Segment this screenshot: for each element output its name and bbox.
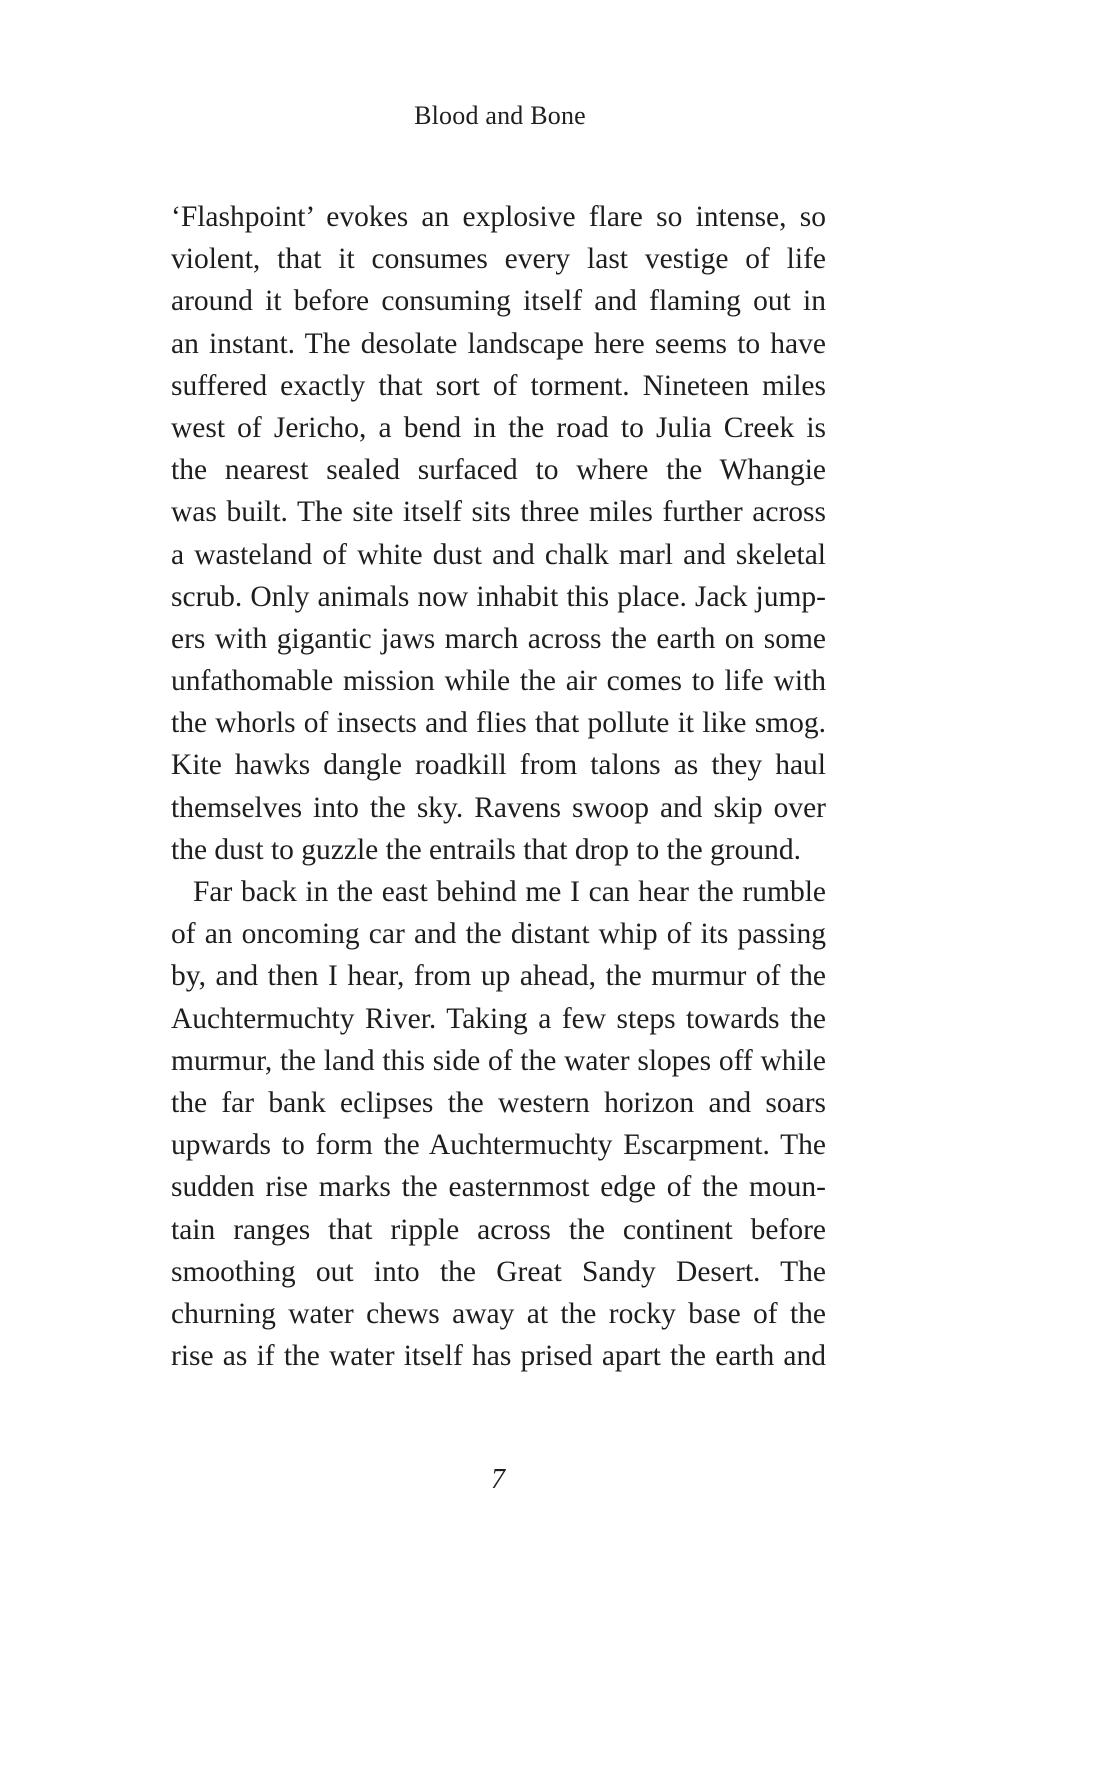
text-line: Kite hawks dangle roadkill from talons as they haul xyxy=(171,749,826,782)
text-line: ers with gigantic jaws march across the earth on some xyxy=(171,622,826,655)
text-line: Auchtermuchty River. Taking a few steps towards the xyxy=(171,1002,826,1035)
text-line: ‘Flashpoint’ evokes an explosive flare so intense, so xyxy=(171,201,826,233)
text-line: the dust to guzzle the entrails that drop to the ground. xyxy=(171,833,802,866)
text-line: sudden rise marks the easternmost edge of the moun- xyxy=(171,1171,826,1204)
text-line: churning water chews away at the rocky base of the xyxy=(171,1297,826,1330)
text-line: the nearest sealed surfaced to where the Whangie xyxy=(171,454,826,487)
text-line: an instant. The desolate landscape here seems to have xyxy=(171,327,826,360)
text-line: of an oncoming car and the distant whip of its passing xyxy=(171,918,826,951)
page-number: 7 xyxy=(491,1464,505,1495)
text-line: a wasteland of white dust and chalk marl and skeletal xyxy=(171,538,826,571)
paragraph-1 xyxy=(171,196,826,871)
text-line: west of Jericho, a bend in the road to Julia Creek is xyxy=(171,411,826,444)
text-line: upwards to form the Auchtermuchty Escarpment. The xyxy=(171,1129,826,1162)
text-line: tain ranges that ripple across the continent before xyxy=(171,1213,826,1246)
text-line: scrub. Only animals now inhabit this place. Jack jump- xyxy=(171,580,826,613)
text-line: rise as if the water itself has prised apart the earth and xyxy=(171,1340,826,1373)
text-line: the far bank eclipses the western horizon and soars xyxy=(171,1086,826,1119)
text-line: smoothing out into the Great Sandy Desert. The xyxy=(171,1255,826,1288)
text-line: murmur, the land this side of the water slopes off while xyxy=(171,1044,826,1077)
text-line: unfathomable mission while the air comes to life with xyxy=(171,665,826,698)
paragraph-2 xyxy=(171,871,826,1377)
text-line: suffered exactly that sort of torment. Nineteen miles xyxy=(171,369,826,402)
text-line: themselves into the sky. Ravens swoop and skip over xyxy=(171,791,826,824)
body-text xyxy=(171,196,826,1377)
text-line: Far back in the east behind me I can hear the rumble xyxy=(193,876,826,908)
text-line: was built. The site itself sits three miles further across xyxy=(171,496,826,529)
text-line: around it before consuming itself and flaming out in xyxy=(171,285,826,318)
text-line: the whorls of insects and flies that pollute it like smog. xyxy=(171,707,826,740)
running-head: Blood and Bone xyxy=(414,101,586,130)
text-line: violent, that it consumes every last vestige of life xyxy=(171,243,826,276)
text-line: by, and then I hear, from up ahead, the murmur of the xyxy=(171,960,826,993)
